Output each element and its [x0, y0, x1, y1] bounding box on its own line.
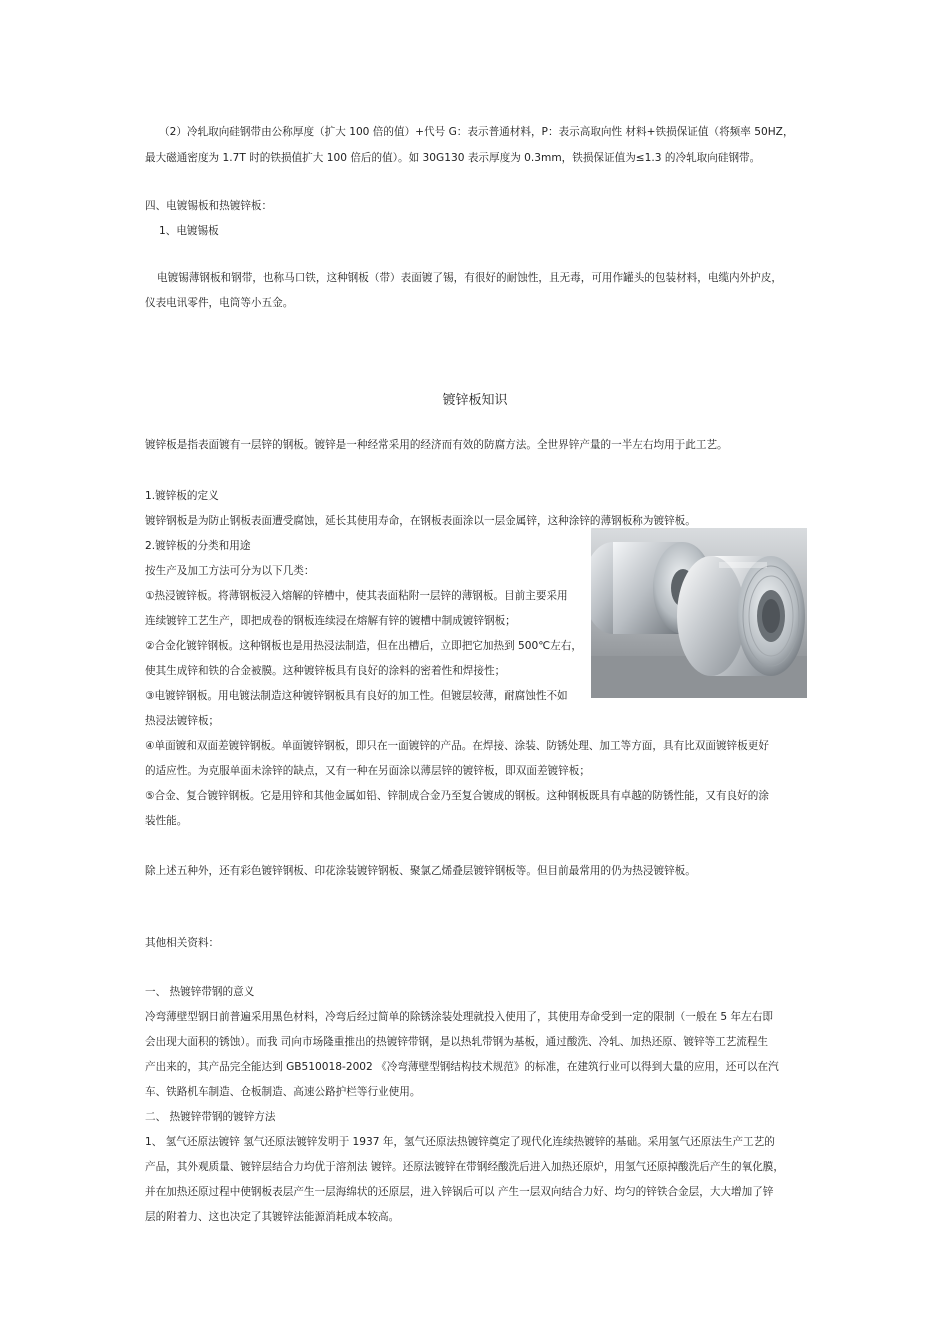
item5-line-1: ⑤合金、复合镀锌钢板。它是用锌和其他金属如铅、锌制成合金乃至复合镀成的钢板。这种钢板既具有卓越的防锈性能，又有良好的涂: [145, 790, 769, 802]
item2-line-2: 使其生成锌和铁的合金被膜。这种镀锌板具有良好的涂料的密着性和焊接性；: [145, 665, 506, 677]
related-s2-line-3: 并在加热还原过程中使钢板表层产生一层海绵状的还原层，进入锌锅后可以 产生一层双向结合力好、均匀的锌铁合金层，大大增加了锌: [145, 1186, 774, 1198]
section4-heading: 四、电镀锡板和热镀锌板：: [145, 200, 273, 212]
related-s1-line-1: 冷弯薄壁型钢日前普遍采用黑色材料，冷弯后经过简单的除锈涂装处理就投入使用了，其使用寿命受到一定的限制（一般在 5 年左右即: [145, 1011, 773, 1023]
article-title: 镀锌板知识: [442, 393, 508, 408]
section4-para-line-1: 电镀锡薄钢板和钢带，也称马口铁，这种钢板（带）表面镀了锡，有很好的耐蚀性，且无毒，可用作罐头的包装材料，电缆内外护皮，: [157, 272, 783, 284]
related-s1-heading: 一、 热镀锌带钢的意义: [145, 986, 255, 998]
section4-subheading: 1、电镀锡板: [159, 225, 219, 237]
section4-para-line-2: 仪表电讯零件，电筒等小五金。: [145, 297, 294, 309]
related-s1-line-2: 会出现大面积的锈蚀）。而我 司向市场隆重推出的热镀锌带钢，是以热轧带钢为基板，通过酸洗、冷轧、加热还原、镀锌等工艺流程生: [145, 1036, 769, 1048]
related-s2-line-4: 层的附着力、这也决定了其镀锌法能源消耗成本较高。: [145, 1211, 400, 1223]
classification-heading: 2.镀锌板的分类和用途: [145, 540, 251, 552]
item4-line-2: 的适应性。为克服单面未涂锌的缺点，又有一种在另面涂以薄层锌的镀锌板，即双面差镀锌板；: [145, 765, 590, 777]
item4-line-1: ④单面镀和双面差镀锌钢板。单面镀锌钢板，即只在一面镀锌的产品。在焊接、涂装、防锈处理、加工等方面，具有比双面镀锌板更好: [145, 740, 769, 752]
galvanized-coil-photo: [591, 528, 807, 698]
item1-line-2: 连续镀锌工艺生产，即把成卷的钢板连续浸在熔解有锌的镀槽中制成镀锌钢板；: [145, 615, 516, 627]
intro-line-2: 最大磁通密度为 1.7T 时的铁损值扩大 100 倍后的值）。如 30G130 表示厚度为 0.3mm，铁损保证值为≤1.3 的冷轧取向硅钢带。: [145, 152, 761, 164]
definition-text: 镀锌钢板是为防止钢板表面遭受腐蚀，延长其使用寿命，在钢板表面涂以一层金属锌，这种涂锌的薄钢板称为镀锌板。: [145, 515, 696, 527]
item2-line-1: ②合金化镀锌钢板。这种钢板也是用热浸法制造，但在出槽后，立即把它加热到 500℃左右，: [145, 640, 582, 652]
related-s1-line-4: 车、铁路机车制造、仓板制造、高速公路护栏等行业使用。: [145, 1086, 421, 1098]
related-s1-line-3: 产出来的，其产品完全能达到 GB510018-2002 《冷弯薄壁型钢结构技术规范》的标准，在建筑行业可以得到大量的应用，还可以在汽: [145, 1061, 779, 1073]
related-heading: 其他相关资料：: [145, 937, 220, 949]
related-s2-line-1: 1、 氢气还原法镀锌 氢气还原法镀锌发明于 1937 年，氢气还原法热镀锌奠定了现代化连续热镀锌的基础。采用氢气还原法生产工艺的: [145, 1136, 775, 1148]
related-s2-heading: 二、 热镀锌带钢的镀锌方法: [145, 1111, 276, 1123]
item3-line-2: 热浸法镀锌板；: [145, 715, 220, 727]
item1-line-1: ①热浸镀锌板。将薄钢板浸入熔解的锌槽中，使其表面粘附一层锌的薄钢板。目前主要采用: [145, 590, 568, 602]
intro-line-1: （2）冷轧取向硅钢带由公称厚度（扩大 100 倍的值）+代号 G：表示普通材料，P：表示高取向性 材料+铁损保证值（将频率 50HZ，: [159, 126, 794, 138]
item5-line-2: 装性能。: [145, 815, 188, 827]
related-s2-line-2: 产品，其外观质量、镀锌层结合力均优于溶剂法 镀锌。还原法镀锌在带钢经酸洗后进入加热还原炉，用氢气还原掉酸洗后产生的氧化膜，: [145, 1161, 784, 1173]
definition-heading: 1.镀锌板的定义: [145, 490, 219, 502]
summary-text: 除上述五种外，还有彩色镀锌钢板、印花涂装镀锌钢板、聚氯乙烯叠层镀锌钢板等。但目前最常用的仍为热浸镀锌板。: [145, 865, 696, 877]
article-intro: 镀锌板是指表面镀有一层锌的钢板。镀锌是一种经常采用的经济而有效的防腐方法。全世界锌产量的一半左右均用于此工艺。: [145, 439, 728, 451]
item3-line-1: ③电镀锌钢板。用电镀法制造这种镀锌钢板具有良好的加工性。但镀层较薄，耐腐蚀性不如: [145, 690, 568, 702]
classification-intro: 按生产及加工方法可分为以下几类：: [145, 565, 315, 577]
steel-coil-illustration: [591, 528, 807, 698]
